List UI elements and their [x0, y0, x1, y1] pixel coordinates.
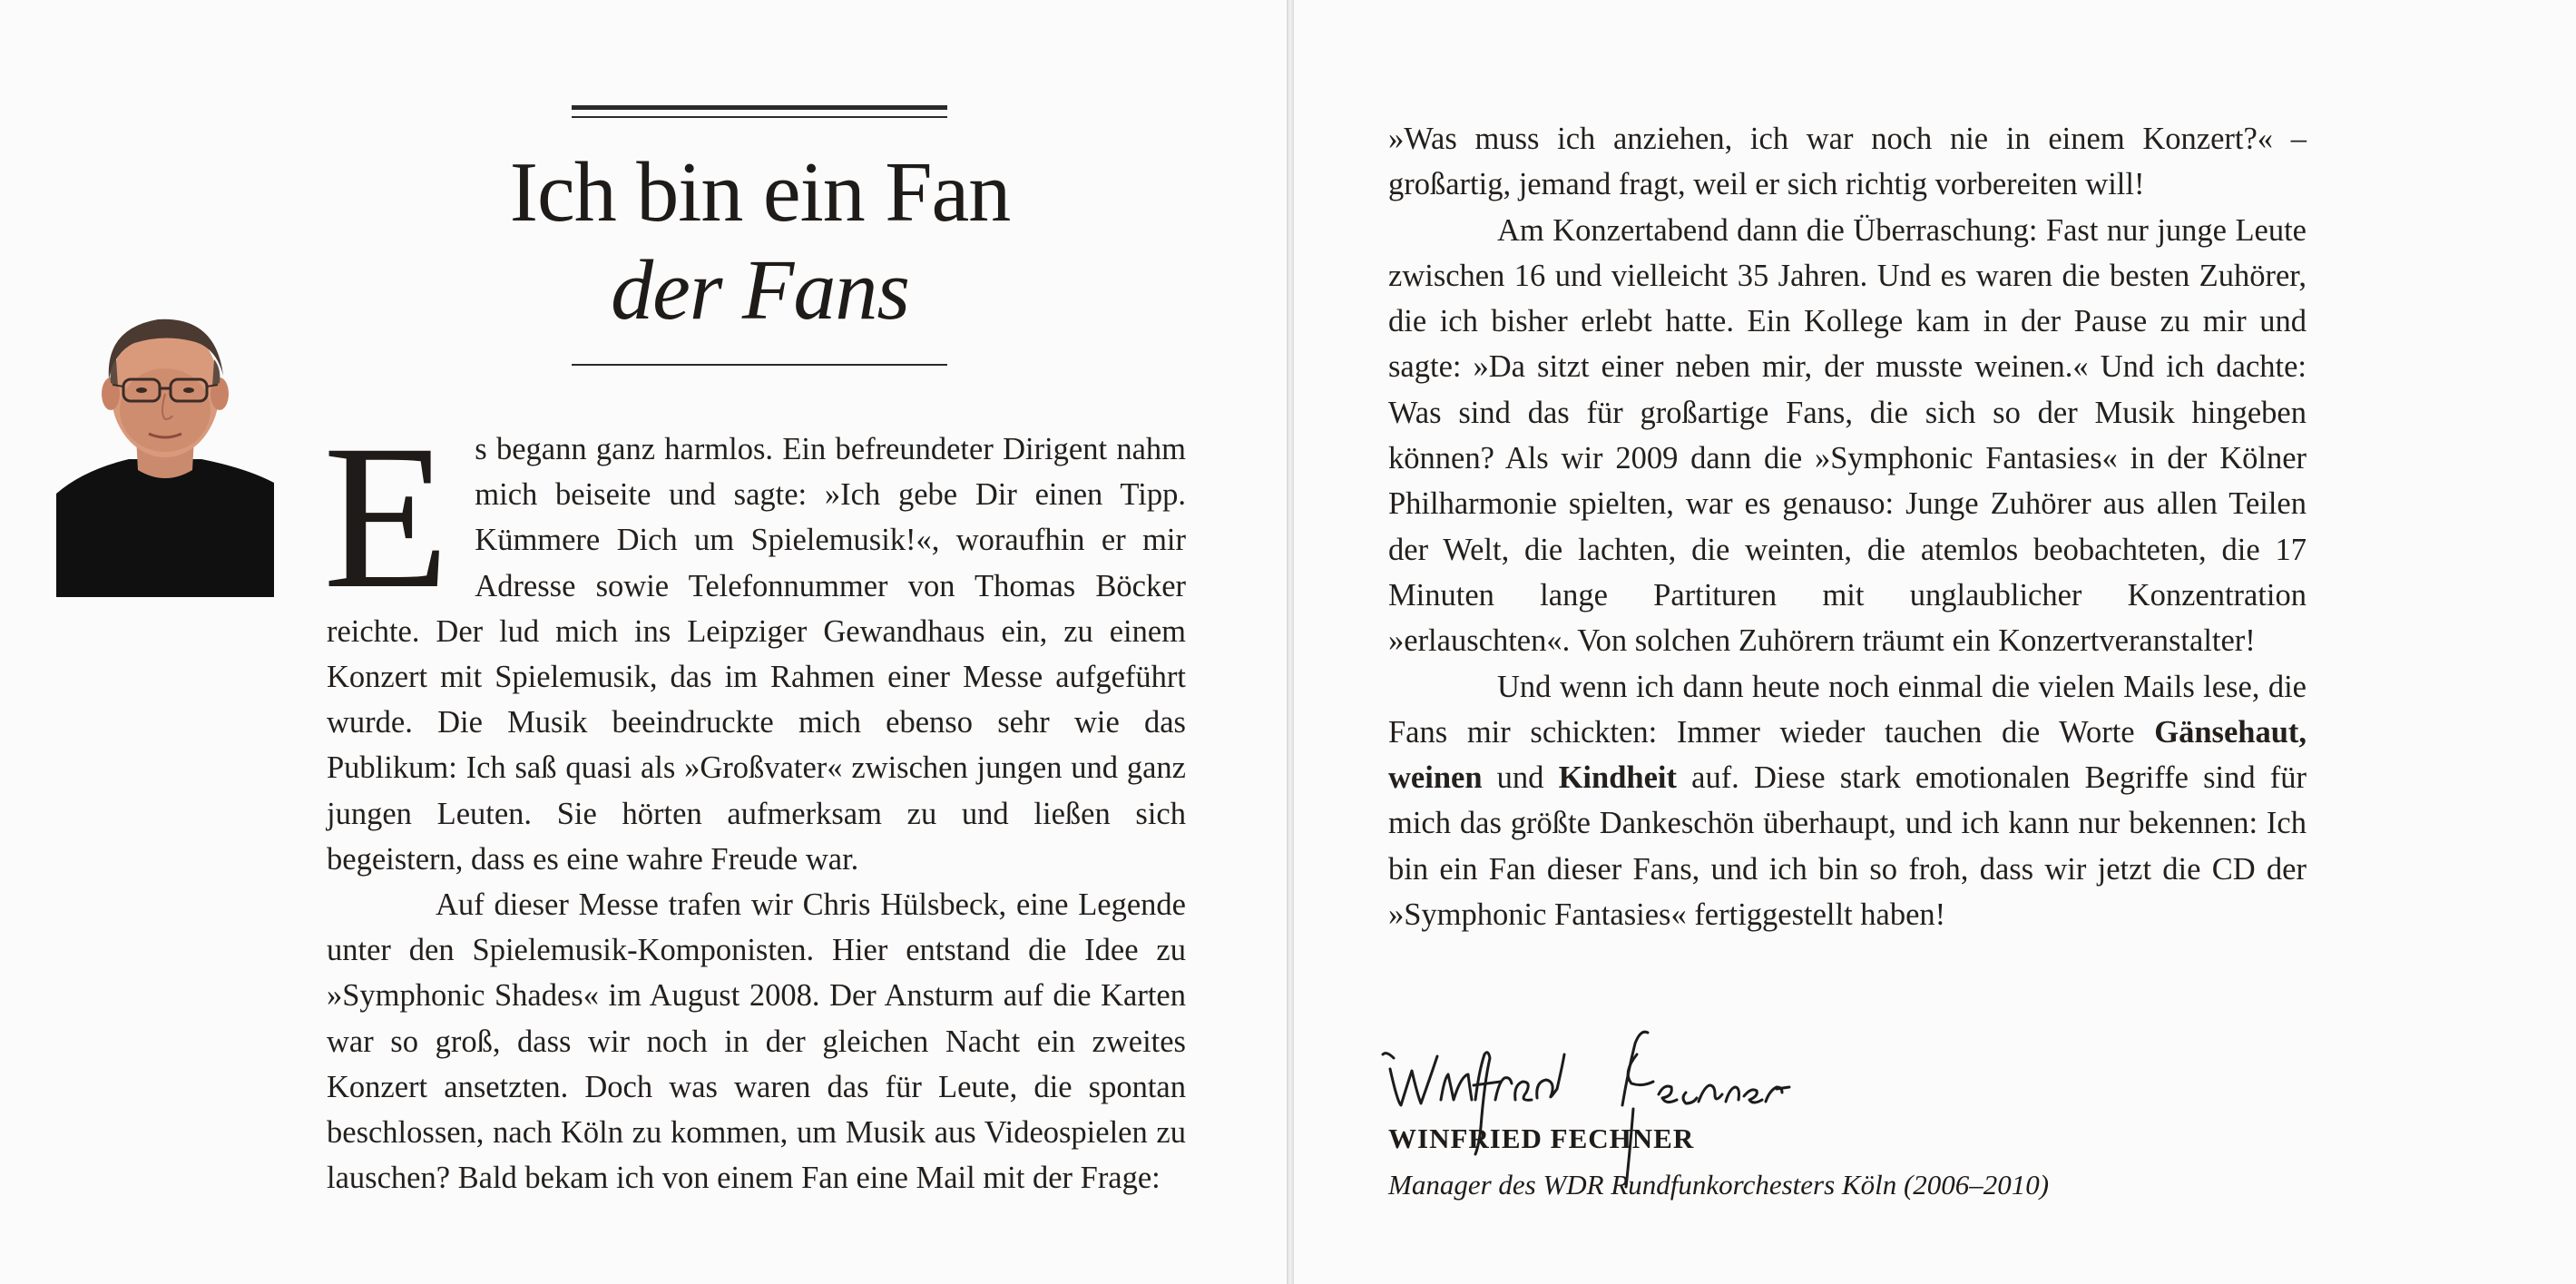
paragraph-2: Auf dieser Messe trafen wir Chris Hülsbeck, eine Legende unter den Spielemusik-Komponisten. Hier entstand die Idee zu »Symphonic Shades« im August 2008. Der Ansturm auf die Karten war so groß, dass wir noch in der gleichen Nacht ein zweites Konzert ansetzten. Doch was waren das für Leute, die spontan beschlossen, nach Köln zu kommen, um Musik aus Videospielen zu lauschen? Bald bekam ich von einem Fan eine Mail mit der Frage:: [327, 887, 1186, 1196]
paragraph-5-start: Und wenn ich dann heute noch einmal die vielen Mails lese, die Fans mir schickten: Immer wieder tauchen die Worte: [1388, 669, 2307, 750]
bold-words-1: Gänsehaut, weinen: [1388, 714, 2307, 796]
left-body-text: [323, 403, 1186, 1201]
paragraph-1-text: s begann ganz harmlos. Ein befreundeter Dirigent nahm mich beiseite und sagte: »Ich gebe Dir einen Tipp. Kümmere Dich um Spielemusik!«, woraufhin er mir Adresse sowie Telefonnummer von Thomas Böcker reichte. Der lud mich ins Leipziger Gewandhaus ein, zu einem Konzert mit Spielemusik, das im Rahmen einer Messe aufgeführt wurde. Die Musik beeindruckte mich ebenso sehr wie das Publikum: Ich saß quasi als »Großvater« zwischen jungen und ganz jungen Leuten. Sie hörten aufmerksam zu und ließen sich begeistern, dass es eine wahre Freude war.: [327, 432, 1186, 877]
page-title: [381, 143, 1139, 339]
signature-role: Manager des WDR Rundfunkorchesters Köln (2006–2010): [1388, 1169, 2050, 1201]
paragraph-5-end: auf. Diese stark emotionalen Begriffe sind für mich das größte Dankeschön überhaupt, und ich kann nur bekennen: Ich bin ein Fan dieser Fans, und ich bin so froh, dass wir jetzt die CD der »Symphonic Fantasies« fertiggestellt haben!: [1388, 760, 2307, 933]
title-line-2: der Fans: [611, 243, 909, 338]
title-bottom-rule: [572, 364, 947, 366]
page-fold: [1287, 0, 1294, 1284]
right-page: [1294, 0, 2576, 1284]
paragraph-1: [323, 403, 1186, 882]
paragraph-5-and: und: [1482, 760, 1559, 796]
paragraph-5: [1388, 664, 2307, 938]
signature-name: WINFRIED FECHNER: [1388, 1122, 1695, 1154]
bold-words-2: Kindheit: [1558, 760, 1677, 796]
title-line-1: Ich bin ein Fan: [509, 145, 1011, 240]
drop-cap: E: [323, 403, 450, 632]
paragraph-3: »Was muss ich anziehen, ich war noch nie in einem Konzert?« – großartig, jemand fragt, weil er sich richtig vorbereiten will!: [1388, 122, 2307, 202]
left-page: [0, 0, 1287, 1284]
right-body-text: [1388, 116, 2307, 937]
author-portrait: [56, 292, 274, 597]
title-top-rule: [572, 105, 947, 118]
paragraph-4: Am Konzertabend dann die Überraschung: Fast nur junge Leute zwischen 16 und vielleicht 35 Jahren. Und es waren die besten Zuhörer, die ich bisher erlebt hatte. Ein Kollege kam in der Pause zu mir und sagte: »Da sitzt einer neben mir, der musste weinen.« Und ich dachte: Was sind das für großartige Fans, die sich so der Musik hingeben können? Als wir 2009 dann die »Symphonic Fantasies« in der Kölner Philharmonie spielten, war es genauso: Junge Zuhörer aus allen Teilen der Welt, die lachten, die weinten, die atemlos beobachteten, die 17 Minuten lange Partituren mit unglaublicher Konzentration »erlauschten«. Von solchen Zuhörern träumt ein Konzertveranstalter!: [1388, 212, 2307, 659]
